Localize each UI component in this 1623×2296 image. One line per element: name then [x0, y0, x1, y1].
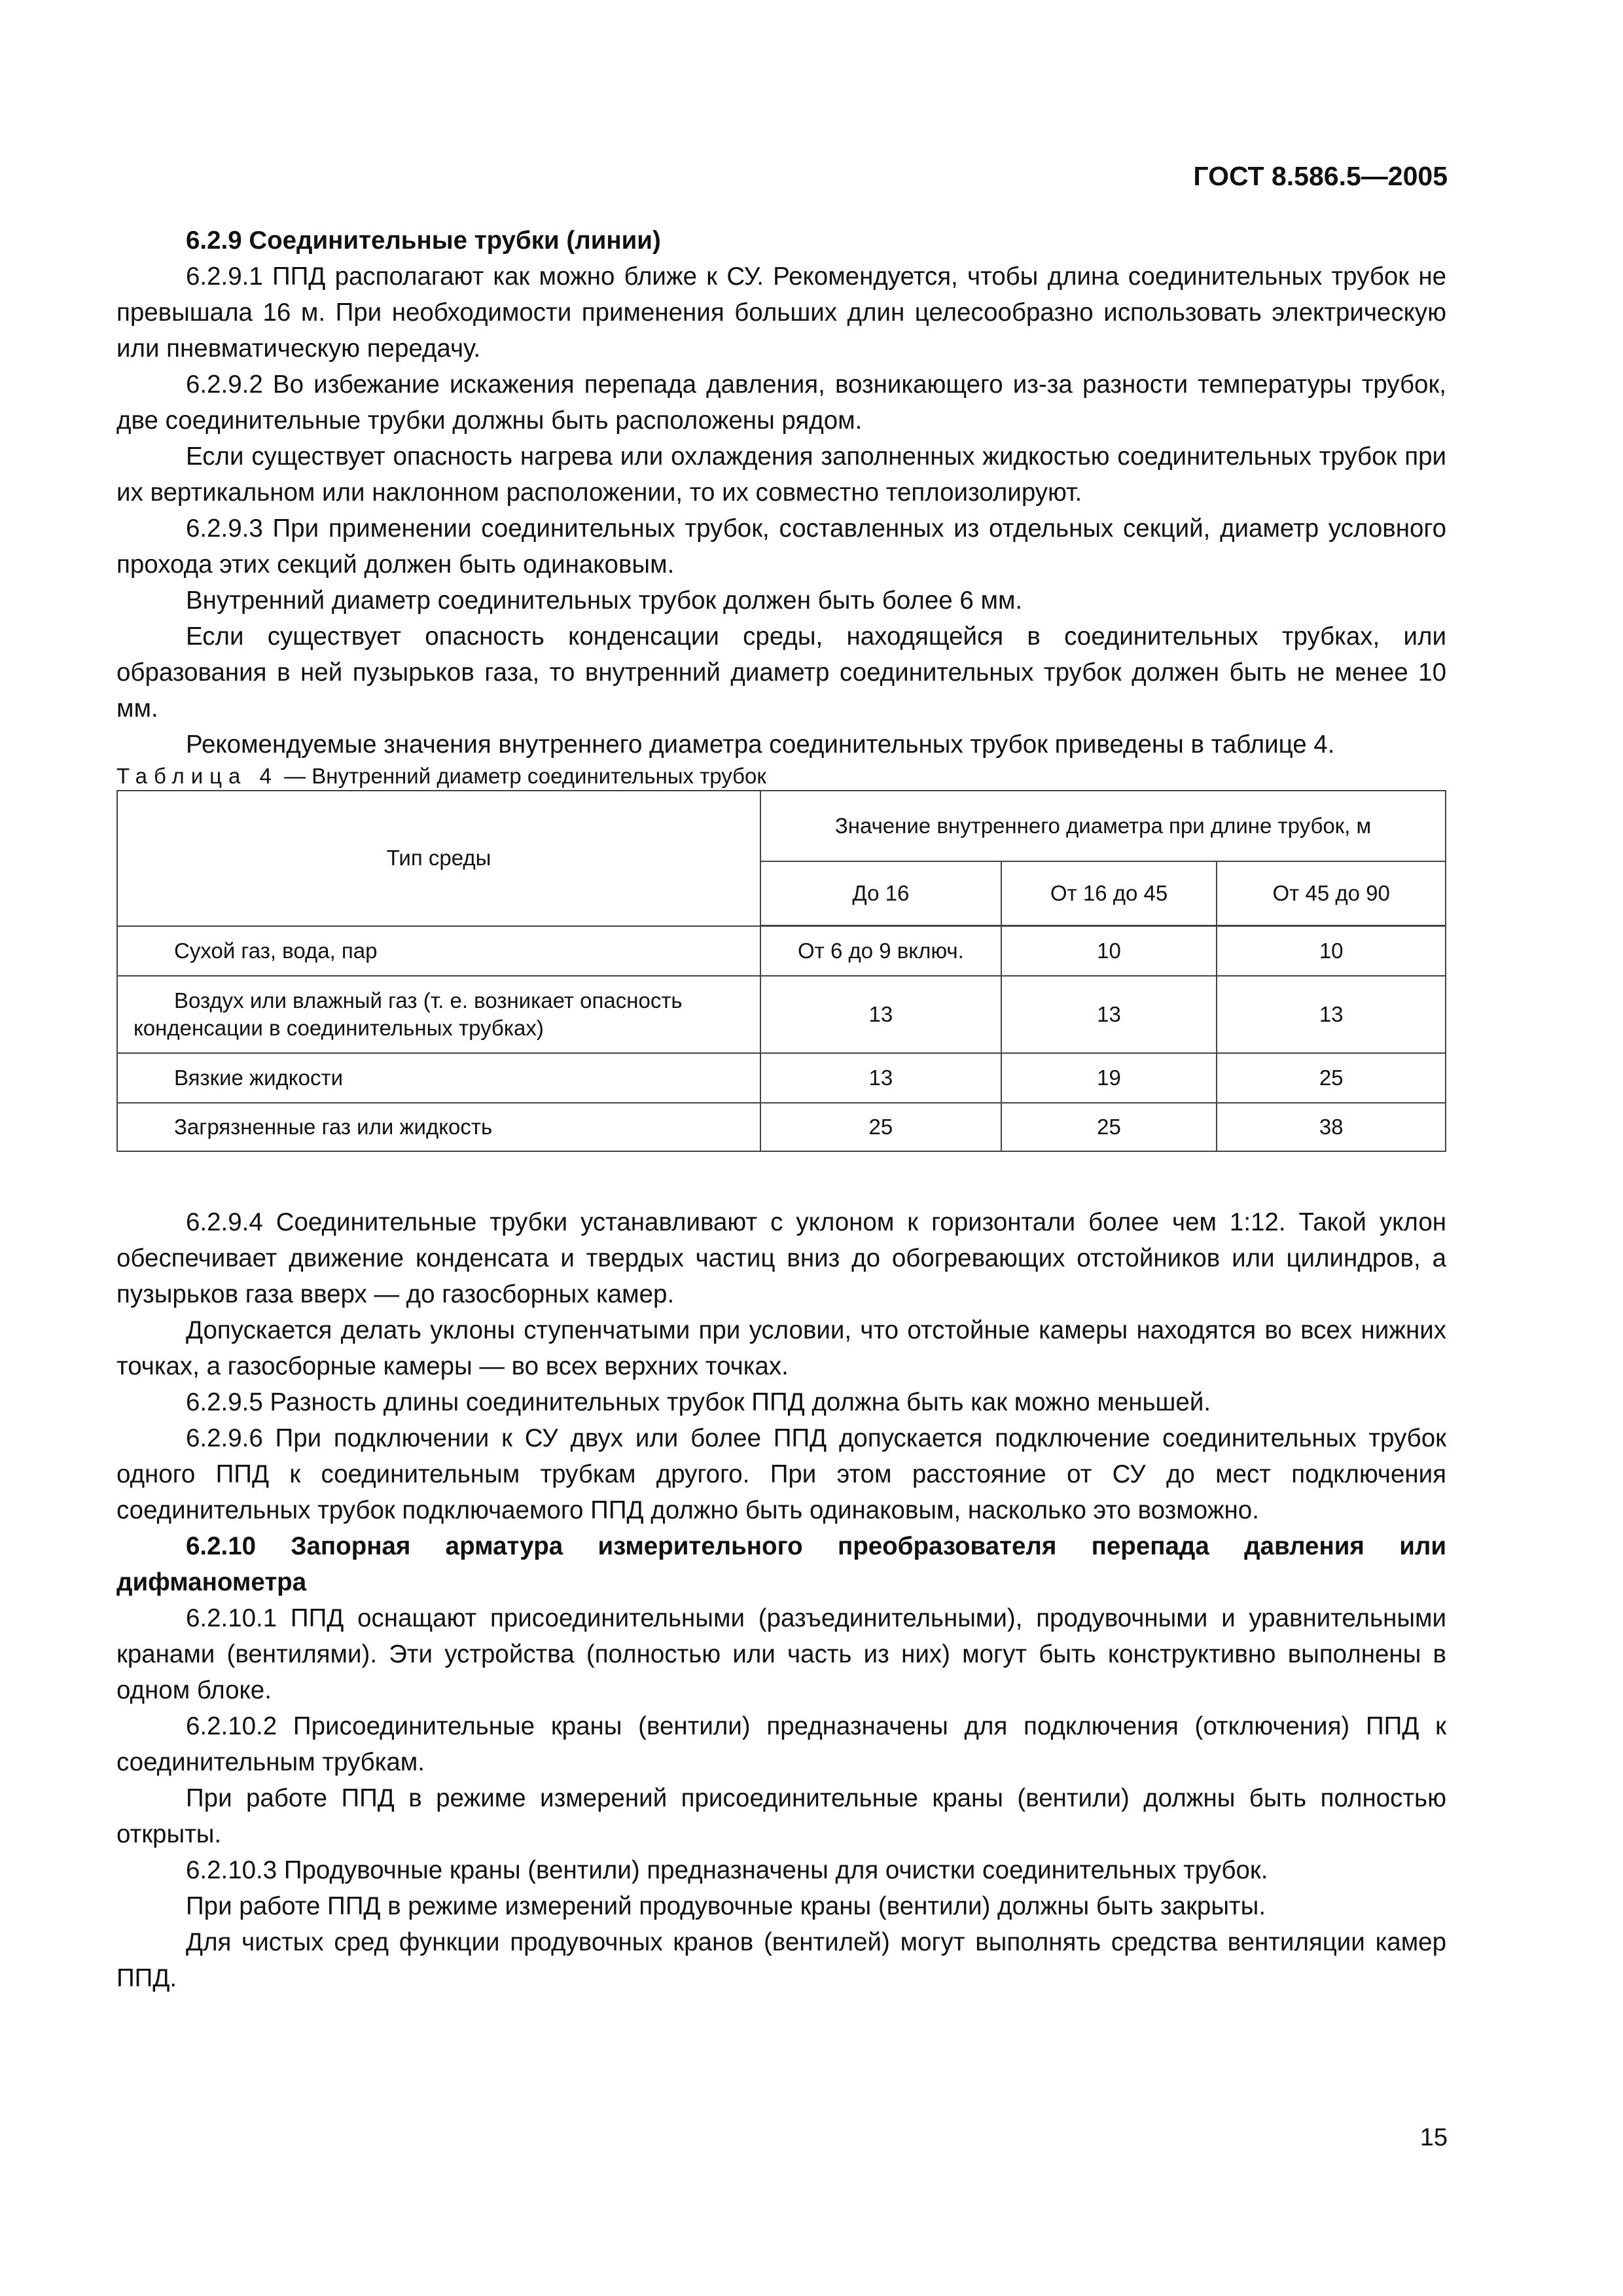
medium-label: Вязкие жидкости: [174, 1066, 344, 1090]
paragraph-6-2-9-4: 6.2.9.4 Соединительные трубки устанавливают с уклоном к горизонтали более чем 1:12. Такой уклон обеспечивает движение конденсата и твердых частиц вниз до обогревающих отстойников или цилиндров, а пузырьков газа вверх — до газосборных камер.: [116, 1208, 1446, 1308]
table-row: [117, 1103, 1446, 1151]
paragraph-closed: При работе ППД в режиме измерений продувочные краны (вентили) должны быть закрыты.: [186, 1892, 1266, 1920]
paragraph-6-2-10-3: 6.2.10.3 Продувочные краны (вентили) предназначены для очистки соединительных трубок.: [186, 1856, 1268, 1884]
table-subheader-45-to-90: От 45 до 90: [1217, 861, 1446, 926]
paragraph-6-2-10-2: 6.2.10.2 Присоединительные краны (вентили) предназначены для подключения (отключения) ППД к соединительным трубкам.: [116, 1712, 1446, 1776]
paragraph-insulation: Если существует опасность нагрева или охлаждения заполненных жидкостью соединительных трубок при их вертикальном или наклонном расположении, то их совместно теплоизолируют.: [116, 442, 1446, 507]
table-cell-medium: [117, 1053, 760, 1103]
table-cell-value: 13: [1001, 976, 1217, 1053]
paragraph-6-2-9-2: 6.2.9.2 Во избежание искажения перепада давления, возникающего из-за разности температуры трубок, две соединительные трубки должны быть расположены рядом.: [116, 370, 1446, 435]
table-cell-value: 10: [1217, 926, 1446, 977]
table-cell-value: 25: [760, 1103, 1001, 1151]
paragraph-condensation: Если существует опасность конденсации среды, находящейся в соединительных трубках, или образования в ней пузырьков газа, то внутренний диаметр соединительных трубок должен быть не менее 10 мм.: [116, 622, 1446, 723]
paragraph-6-2-9-5: 6.2.9.5 Разность длины соединительных трубок ППД должна быть как можно меньшей.: [186, 1388, 1211, 1416]
page-content: [116, 223, 1446, 1996]
table-header-group: Значение внутреннего диаметра при длине трубок, м: [760, 791, 1446, 861]
table-row: [117, 976, 1446, 1053]
paragraph-table-reference: Рекомендуемые значения внутреннего диаметра соединительных трубок приведены в таблице 4.: [186, 730, 1335, 759]
paragraph-6-2-9-1: 6.2.9.1 ППД располагают как можно ближе к СУ. Рекомендуется, чтобы длина соединительных трубок не превышала 16 м. При необходимости применения больших длин целесообразно использовать электрическую или пневматическую передачу.: [116, 262, 1446, 363]
table-cell-value: 25: [1217, 1053, 1446, 1103]
table-subheader-up-to-16: До 16: [760, 861, 1001, 926]
paragraph-6-2-9-3: 6.2.9.3 При применении соединительных трубок, составленных из отдельных секций, диаметр условного прохода этих секций должен быть одинаковым.: [116, 514, 1446, 579]
table-row: [117, 1053, 1446, 1103]
table-caption-label: Таблица 4: [116, 764, 278, 788]
paragraph-inner-diameter: Внутренний диаметр соединительных трубок должен быть более 6 мм.: [186, 586, 1023, 615]
table-cell-medium: [117, 926, 760, 977]
table-caption-text: — Внутренний диаметр соединительных трубок: [277, 764, 766, 788]
table-cell-medium: [117, 1103, 760, 1151]
section-heading-6-2-10: 6.2.10 Запорная арматура измерительного преобразователя перепада давления или дифманометра: [116, 1532, 1446, 1596]
table-header-medium: Тип среды: [117, 791, 760, 926]
paragraph-stepped-slopes: Допускается делать уклоны ступенчатыми при условии, что отстойные камеры находятся во всех нижних точках, а газосборные камеры — во всех верхних точках.: [116, 1316, 1446, 1380]
table-row: [117, 926, 1446, 977]
section-heading-6-2-9: 6.2.9 Соединительные трубки (линии): [186, 226, 661, 255]
table-cell-value: 25: [1001, 1103, 1217, 1151]
table-cell-value: 38: [1217, 1103, 1446, 1151]
paragraph-6-2-9-6: 6.2.9.6 При подключении к СУ двух или более ППД допускается подключение соединительных трубок одного ППД к соединительным трубкам другого. При этом расстояние от СУ до мест подключения соединительных трубок подключаемого ППД должно быть одинаковым, насколько это возможно.: [116, 1424, 1446, 1524]
table-cell-value: От 6 до 9 включ.: [760, 926, 1001, 977]
medium-label: Сухой газ, вода, пар: [174, 938, 378, 963]
medium-label: Воздух или влажный газ (т. е. возникает опасность конденсации в соединительных трубках): [134, 988, 683, 1040]
table-cell-value: 10: [1001, 926, 1217, 977]
table-caption: [116, 762, 1446, 790]
medium-label: Загрязненные газ или жидкость: [174, 1115, 493, 1139]
paragraph-fully-open: При работе ППД в режиме измерений присоединительные краны (вентили) должны быть полностью открыты.: [116, 1784, 1446, 1848]
document-code-header: ГОСТ 8.586.5—2005: [1193, 161, 1448, 191]
page-number: 15: [1419, 2124, 1448, 2151]
table-cell-medium: [117, 976, 760, 1053]
table-cell-value: 19: [1001, 1053, 1217, 1103]
table-cell-value: 13: [760, 1053, 1001, 1103]
table-cell-value: 13: [760, 976, 1001, 1053]
table-cell-value: 13: [1217, 976, 1446, 1053]
diameter-table: [116, 790, 1446, 1152]
paragraph-6-2-10-1: 6.2.10.1 ППД оснащают присоединительными (разъединительными), продувочными и уравнительными кранами (вентилями). Эти устройства (полностью или часть из них) могут быть конструктивно выполнены в одном блоке.: [116, 1604, 1446, 1704]
table-header-row: [117, 791, 1446, 861]
table-subheader-16-to-45: От 16 до 45: [1001, 861, 1217, 926]
paragraph-clean-media: Для чистых сред функции продувочных кранов (вентилей) могут выполнять средства вентиляции камер ППД.: [116, 1928, 1446, 1992]
